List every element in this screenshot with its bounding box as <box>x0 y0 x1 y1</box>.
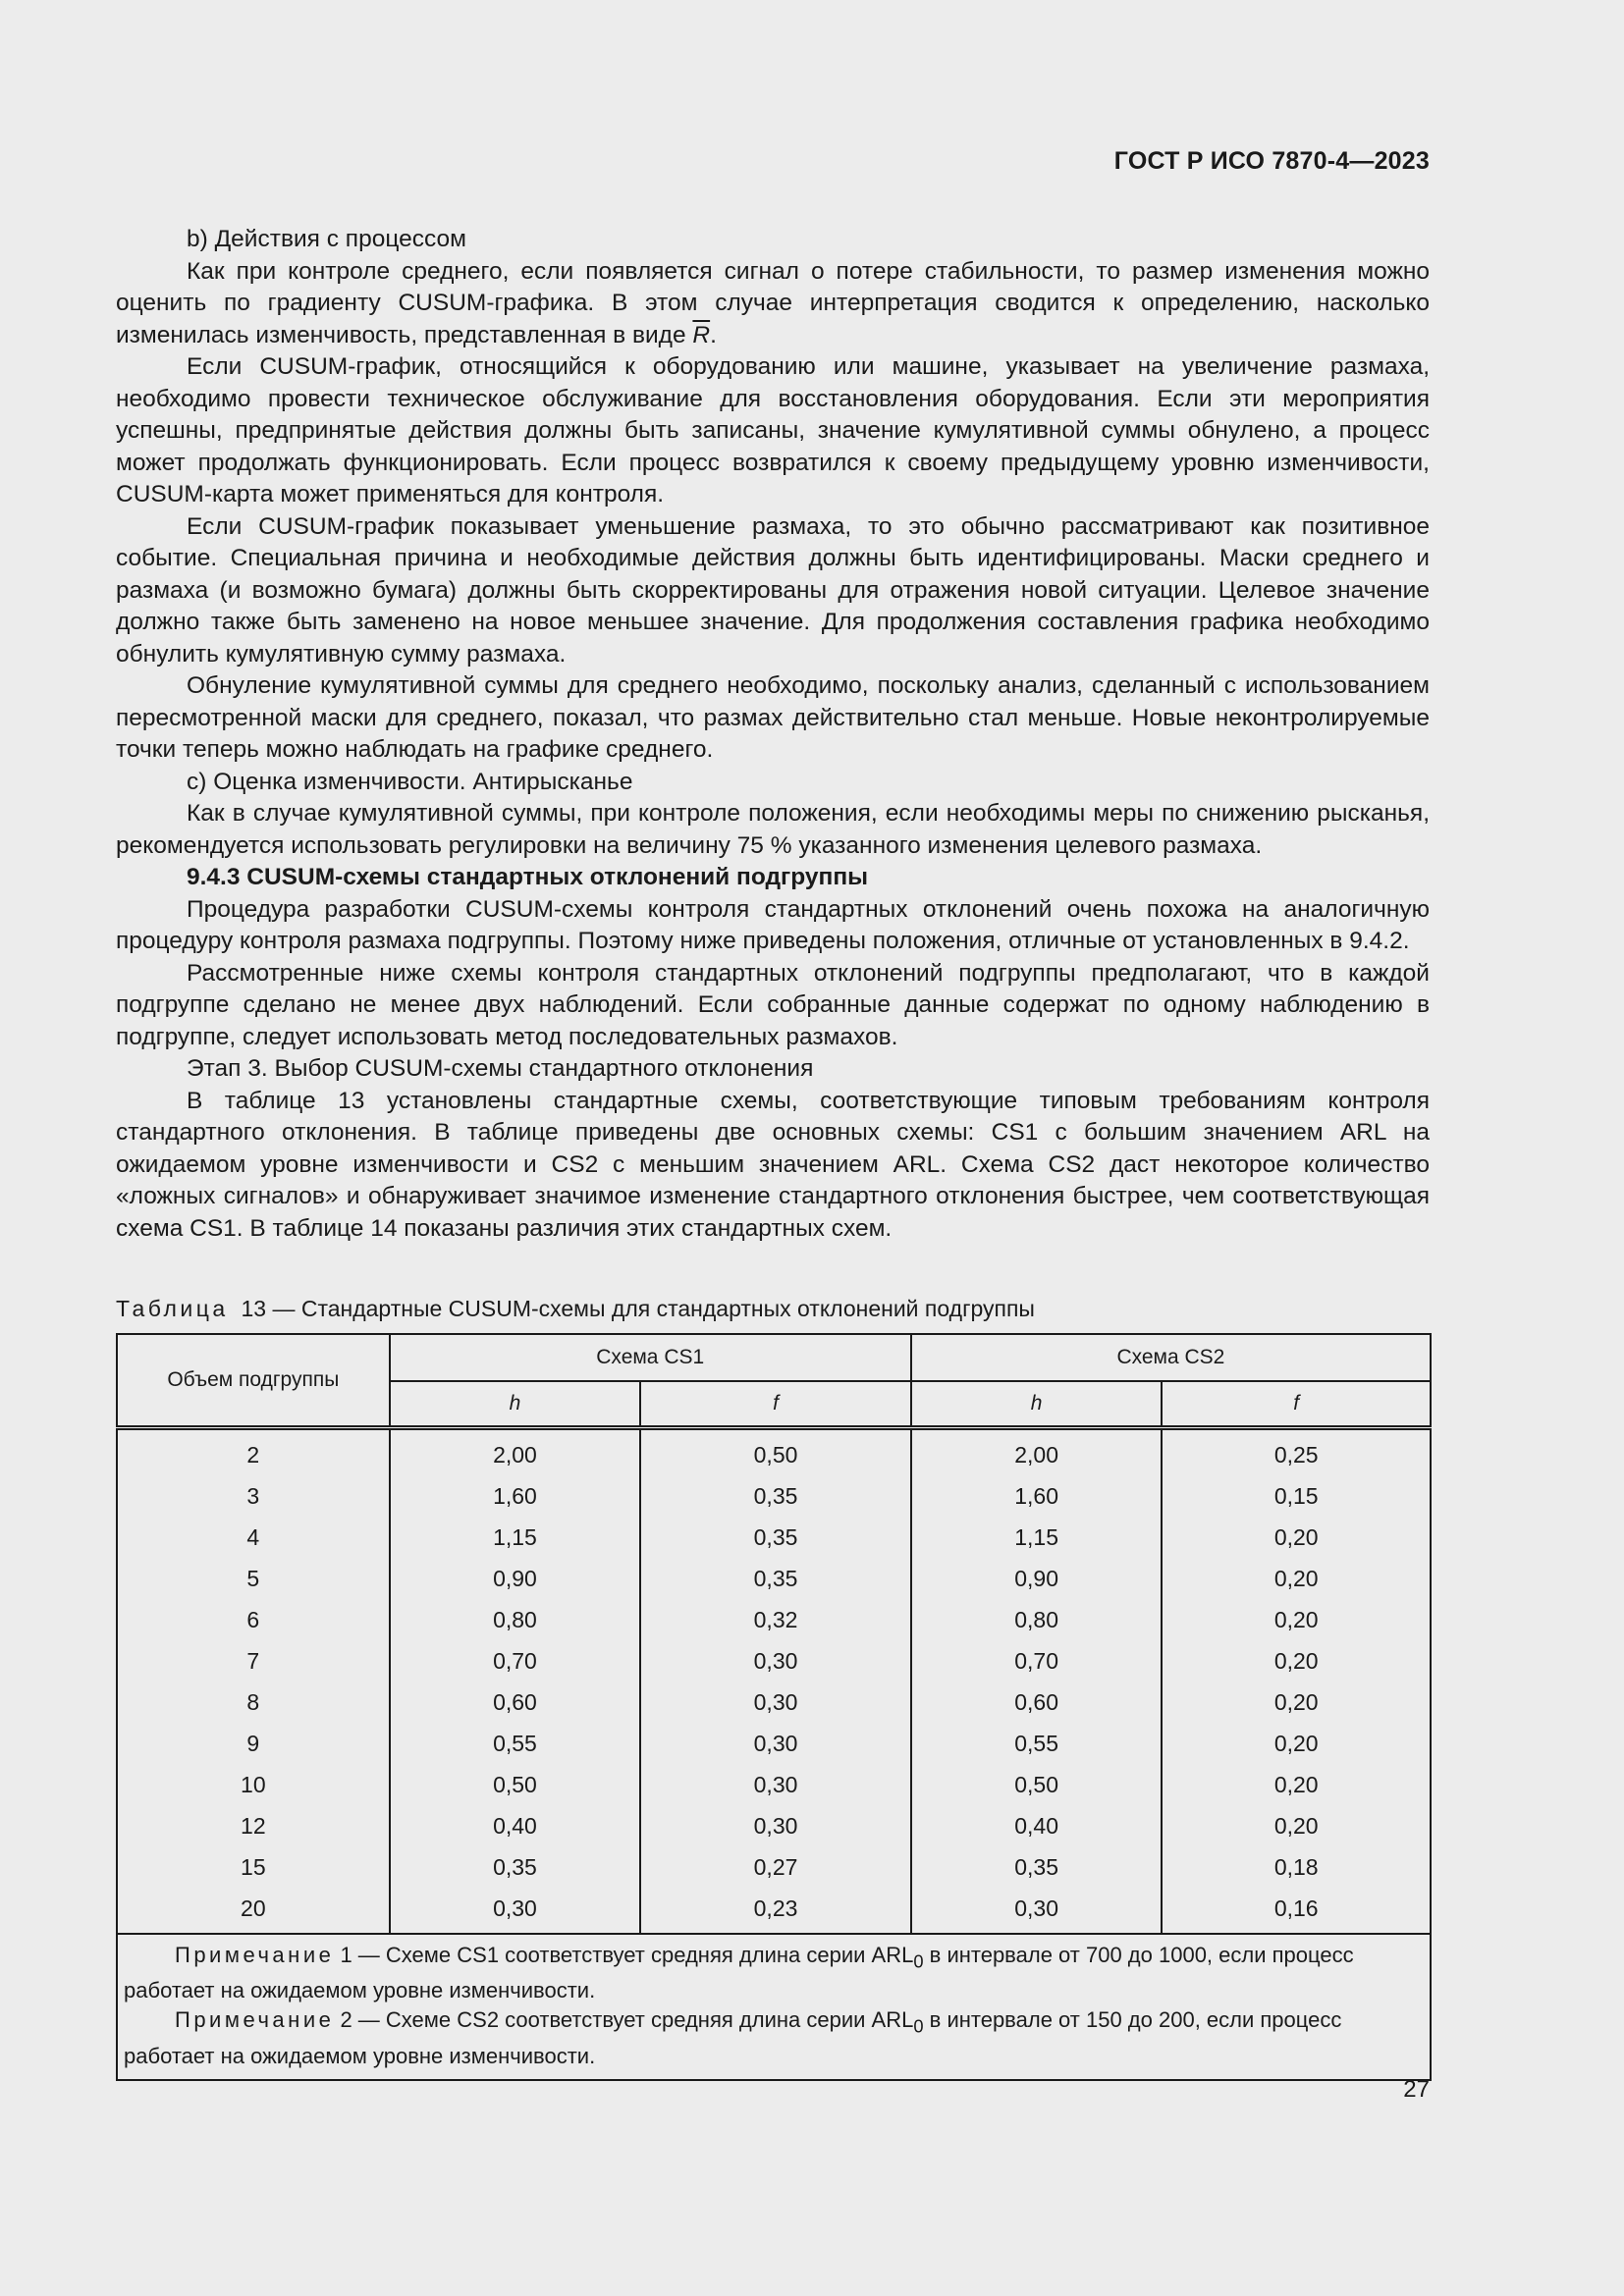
cell-cs2-f: 0,20 <box>1162 1517 1431 1558</box>
cell-subgroup-size: 15 <box>117 1846 390 1888</box>
table-body <box>117 1428 1431 1935</box>
cell-subgroup-size: 4 <box>117 1517 390 1558</box>
cell-cs2-h: 0,60 <box>911 1682 1163 1723</box>
header-subgroup-size: Объем подгруппы <box>117 1334 390 1428</box>
paragraph-procedure: Процедура разработки CUSUM-схемы контроля стандартных отклонений очень похожа на аналогичную процедуру контроля размаха подгруппы. Поэтому ниже приведены положения, отличные от установленных в 9.4.2. <box>116 895 1430 954</box>
cell-cs1-f: 0,30 <box>640 1764 911 1805</box>
r-bar-symbol: $\overline{R}$ <box>692 321 711 348</box>
cell-cs2-f: 0,20 <box>1162 1599 1431 1640</box>
table-notes <box>117 1934 1431 2080</box>
cell-cs1-f: 0,27 <box>640 1846 911 1888</box>
paragraph-gradient: Как при контроле среднего, если появляется сигнал о потере стабильности, то размер изменения можно оценить по градиенту CUSUM-графика. В этом случае интерпретация сводится к определению, насколько изменилась изменчивость, представленная в виде $\overline{R}$. <box>116 257 1430 348</box>
cell-cs2-f: 0,20 <box>1162 1764 1431 1805</box>
paragraph-stage-3: Этап 3. Выбор CUSUM-схемы стандартного отклонения <box>187 1055 814 1082</box>
note-1: Примечание 1 — Схеме CS1 соответствует средняя длина серии $ARL_0$ в интервале от 700 до 1000, если процесс работает на ожидаемом уровне изменчивости. <box>124 1943 1354 2003</box>
cell-cs1-f: 0,30 <box>640 1723 911 1764</box>
cell-cs1-f: 0,30 <box>640 1682 911 1723</box>
section-heading-9-4-3: 9.4.3 CUSUM-схемы стандартных отклонений подгруппы <box>187 864 869 890</box>
cell-cs2-h: 0,30 <box>911 1888 1163 1934</box>
cell-subgroup-size: 3 <box>117 1475 390 1517</box>
cell-cs1-h: 0,40 <box>390 1805 641 1846</box>
note-2: Примечание 2 — Схеме CS2 соответствует средняя длина серии $ARL_0$ в интервале от 150 до 200, если процесс работает на ожидаемом уровне изменчивости. <box>124 2007 1342 2068</box>
cell-cs1-h: 0,35 <box>390 1846 641 1888</box>
table-caption: Таблица 13 — Стандартные CUSUM-схемы для стандартных отклонений подгруппы <box>116 1296 1035 1321</box>
header-cs2-h: h <box>911 1381 1163 1428</box>
cell-cs2-f: 0,15 <box>1162 1475 1431 1517</box>
table-row <box>117 1558 1431 1599</box>
table-row <box>117 1805 1431 1846</box>
standard-header: ГОСТ Р ИСО 7870-4—2023 <box>1113 147 1430 175</box>
cell-cs2-h: 0,80 <box>911 1599 1163 1640</box>
paragraph-anti-hunting: Как в случае кумулятивной суммы, при контроле положения, если необходимы меры по снижению рысканья, рекомендуется использовать регулировки на величину 75 % указанного изменения целевого размаха. <box>116 800 1430 859</box>
cell-cs1-f: 0,35 <box>640 1517 911 1558</box>
cell-cs2-f: 0,20 <box>1162 1558 1431 1599</box>
cell-cs1-h: 0,50 <box>390 1764 641 1805</box>
cell-cs1-h: 0,60 <box>390 1682 641 1723</box>
cell-subgroup-size: 10 <box>117 1764 390 1805</box>
paragraph-assumptions: Рассмотренные ниже схемы контроля стандартных отклонений подгруппы предполагают, что в каждой подгруппе сделано не менее двух наблюдений. Если собранные данные содержат по одному наблюдению в подгруппе, следует использовать метод последовательных размахов. <box>116 959 1430 1050</box>
cell-cs2-f: 0,18 <box>1162 1846 1431 1888</box>
cell-cs1-f: 0,50 <box>640 1428 911 1476</box>
header-cs1-h: h <box>390 1381 641 1428</box>
cell-cs1-f: 0,32 <box>640 1599 911 1640</box>
paragraph-table-13-intro: В таблице 13 установлены стандартные схемы, соответствующие типовым требованиям контроля стандартного отклонения. В таблице приведены две основных схемы: CS1 с большим значением ARL на ожидаемом уровне изменчивости и CS2 с меньшим значением ARL. Схема CS2 даст некоторое количество «ложных сигналов» и обнаруживает значимое изменение стандартного отклонения быстрее, чем соответствующая схема CS1. В таблице 14 показаны различия этих стандартных схем. <box>116 1087 1430 1242</box>
cell-cs2-h: 1,60 <box>911 1475 1163 1517</box>
cell-cs2-h: 0,35 <box>911 1846 1163 1888</box>
cell-cs2-h: 0,50 <box>911 1764 1163 1805</box>
cell-cs2-f: 0,25 <box>1162 1428 1431 1476</box>
cell-cs2-h: 0,90 <box>911 1558 1163 1599</box>
cell-cs1-h: 0,70 <box>390 1640 641 1682</box>
cell-subgroup-size: 6 <box>117 1599 390 1640</box>
cell-cs2-f: 0,20 <box>1162 1682 1431 1723</box>
paragraph-process-actions-heading: b) Действия с процессом <box>187 226 466 252</box>
cell-cs1-h: 1,15 <box>390 1517 641 1558</box>
cell-cs1-h: 0,30 <box>390 1888 641 1934</box>
cell-cs1-f: 0,35 <box>640 1558 911 1599</box>
cell-subgroup-size: 2 <box>117 1428 390 1476</box>
cell-cs1-h: 2,00 <box>390 1428 641 1476</box>
paragraph-range-decrease: Если CUSUM-график показывает уменьшение размаха, то это обычно рассматривают как позитивное событие. Специальная причина и необходимые действия должны быть идентифицированы. Маски среднего и размаха (и возможно бумага) должны быть скорректированы для отражения новой ситуации. Целевое значение должно также быть заменено на новое меньшее значение. Для продолжения составления графика необходимо обнулить кумулятивную сумму размаха. <box>116 512 1430 667</box>
header-cs2-f: f <box>1162 1381 1431 1428</box>
table-row <box>117 1723 1431 1764</box>
cell-cs2-f: 0,20 <box>1162 1640 1431 1682</box>
header-scheme-cs1: Схема CS1 <box>390 1334 911 1381</box>
cell-cs2-h: 0,40 <box>911 1805 1163 1846</box>
table-row <box>117 1599 1431 1640</box>
cell-subgroup-size: 5 <box>117 1558 390 1599</box>
cell-cs2-f: 0,16 <box>1162 1888 1431 1934</box>
table-row <box>117 1888 1431 1934</box>
cell-cs2-f: 0,20 <box>1162 1805 1431 1846</box>
cell-subgroup-size: 8 <box>117 1682 390 1723</box>
cell-cs2-f: 0,20 <box>1162 1723 1431 1764</box>
body-text <box>116 224 1430 1245</box>
cell-cs1-f: 0,35 <box>640 1475 911 1517</box>
table-row <box>117 1764 1431 1805</box>
cell-cs1-f: 0,30 <box>640 1640 911 1682</box>
table-row <box>117 1846 1431 1888</box>
cell-cs2-h: 0,55 <box>911 1723 1163 1764</box>
cell-cs2-h: 2,00 <box>911 1428 1163 1476</box>
cell-subgroup-size: 20 <box>117 1888 390 1934</box>
cell-cs2-h: 0,70 <box>911 1640 1163 1682</box>
paragraph-reset-cusum: Обнуление кумулятивной суммы для среднего необходимо, поскольку анализ, сделанный с использованием пересмотренной маски для среднего, показал, что размах действительно стал меньше. Новые неконтролируемые точки теперь можно наблюдать на графике среднего. <box>116 672 1430 763</box>
cell-cs1-h: 0,90 <box>390 1558 641 1599</box>
paragraph-range-increase: Если CUSUM-график, относящийся к оборудованию или машине, указывает на увеличение размаха, необходимо провести техническое обслуживание для восстановления оборудования. Если эти мероприятия успешны, предпринятые действия должны быть записаны, значение кумулятивной суммы обнулено, а процесс может продолжать функционировать. Если процесс возвратился к своему предыдущему уровню изменчивости, CUSUM-карта может применяться для контроля. <box>116 353 1430 507</box>
table-row <box>117 1640 1431 1682</box>
table-row <box>117 1428 1431 1476</box>
page-number: 27 <box>1403 2076 1430 2103</box>
cell-cs1-f: 0,23 <box>640 1888 911 1934</box>
table-13 <box>116 1333 1432 2081</box>
cell-cs2-h: 1,15 <box>911 1517 1163 1558</box>
cell-cs1-f: 0,30 <box>640 1805 911 1846</box>
cell-subgroup-size: 7 <box>117 1640 390 1682</box>
header-cs1-f: f <box>640 1381 911 1428</box>
table-row <box>117 1475 1431 1517</box>
cell-cs1-h: 0,55 <box>390 1723 641 1764</box>
header-scheme-cs2: Схема CS2 <box>911 1334 1431 1381</box>
cell-subgroup-size: 12 <box>117 1805 390 1846</box>
cell-cs1-h: 0,80 <box>390 1599 641 1640</box>
cell-cs1-h: 1,60 <box>390 1475 641 1517</box>
table-row <box>117 1682 1431 1723</box>
paragraph-anti-hunting-heading: c) Оценка изменчивости. Антирысканье <box>187 768 633 795</box>
table-row <box>117 1517 1431 1558</box>
cell-subgroup-size: 9 <box>117 1723 390 1764</box>
